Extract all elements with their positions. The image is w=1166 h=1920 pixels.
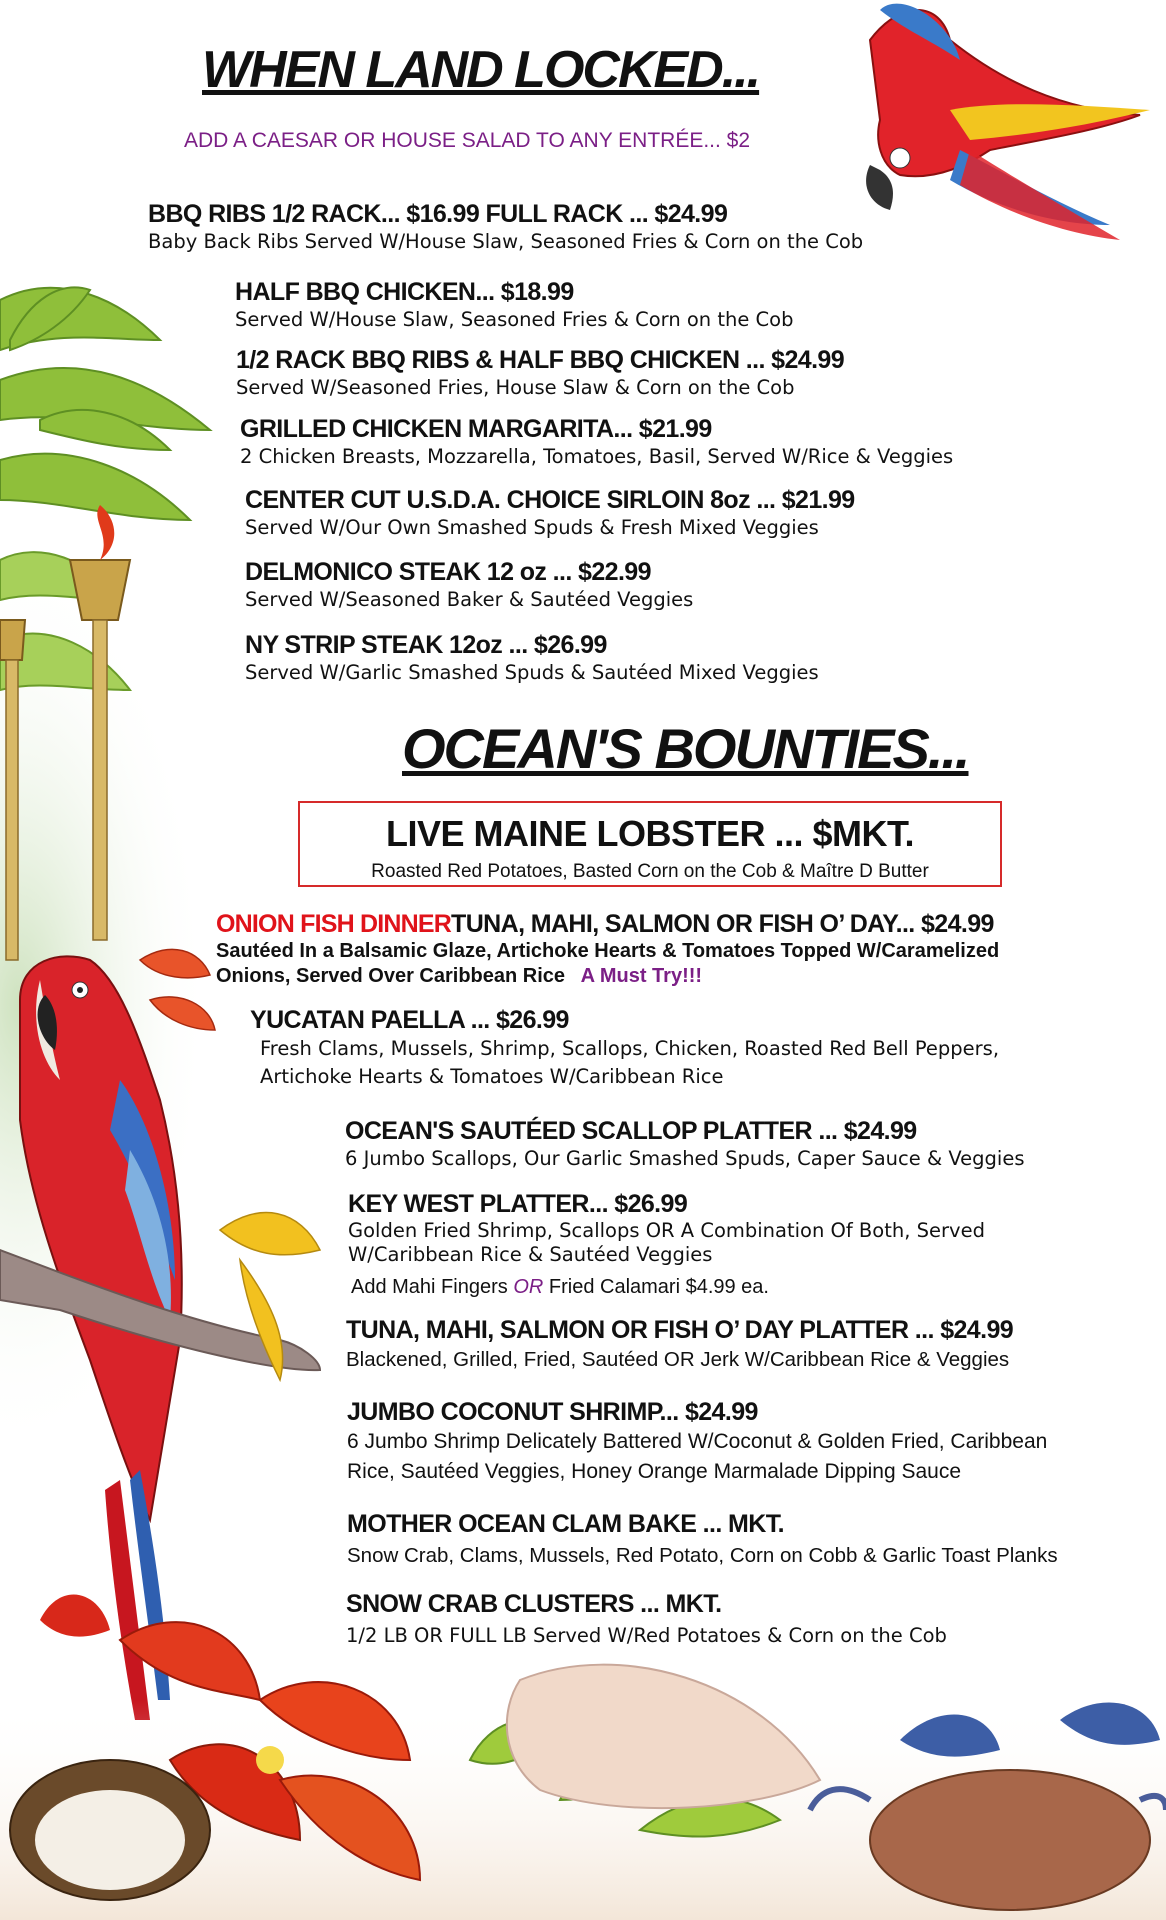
menu-item-yucatan-paella [250, 1006, 999, 1091]
menu-item-sirloin [245, 486, 855, 540]
salad-addon-note: ADD A CAESAR OR HOUSE SALAD TO ANY ENTRÉE... $2 [184, 129, 751, 152]
ocean-section-title: OCEAN'S BOUNTIES... [402, 717, 969, 780]
item-desc: Snow Crab, Clams, Mussels, Red Potato, Corn on Cobb & Garlic Toast Planks [347, 1544, 1058, 1567]
item-desc: Served W/Seasoned Fries, House Slaw & Corn on the Cob [236, 376, 795, 399]
addon-calamari: Fried Calamari $4.99 ea. [548, 1276, 769, 1298]
land-section-title: WHEN LAND LOCKED... [202, 41, 760, 99]
item-desc-line2: Artichoke Hearts & Tomatoes W/Caribbean Rice [260, 1065, 724, 1088]
item-title: HALF BBQ CHICKEN... $18.99 [235, 278, 574, 306]
menu-item-snow-crab [346, 1590, 947, 1648]
item-title: GRILLED CHICKEN MARGARITA... $21.99 [240, 415, 712, 443]
menu-item-scallop-platter [345, 1117, 1025, 1171]
item-title: MOTHER OCEAN CLAM BAKE ... MKT. [347, 1510, 784, 1538]
item-desc: Served W/Seasoned Baker & Sautéed Veggies [245, 588, 694, 611]
palm-leaves-icon [0, 287, 210, 520]
item-desc-line2: Onions, Served Over Caribbean Rice [216, 965, 566, 987]
item-title: DELMONICO STEAK 12 oz ... $22.99 [245, 558, 651, 586]
addon-or: OR [513, 1276, 544, 1298]
menu-item-key-west-platter [348, 1190, 985, 1300]
item-title: TUNA, MAHI, SALMON OR FISH O’ DAY... $24.99 [451, 910, 994, 938]
menu-item-chicken-margarita [240, 415, 953, 469]
menu-item-onion-fish-dinner [216, 910, 999, 989]
item-title: JUMBO COCONUT SHRIMP... $24.99 [347, 1398, 758, 1426]
item-desc: Served W/House Slaw, Seasoned Fries & Corn on the Cob [235, 308, 794, 331]
must-try-badge: A Must Try!!! [580, 965, 703, 987]
item-title: CENTER CUT U.S.D.A. CHOICE SIRLOIN 8oz ... $21.99 [245, 486, 855, 514]
coconut-icon [10, 1760, 210, 1900]
menu-item-ribs-chicken-combo [236, 346, 844, 400]
item-title: SNOW CRAB CLUSTERS ... MKT. [346, 1590, 722, 1618]
item-desc-line2: W/Caribbean Rice & Sautéed Veggies [348, 1243, 713, 1266]
item-desc-line2: Rice, Sautéed Veggies, Honey Orange Marmalade Dipping Sauce [347, 1460, 962, 1483]
item-title: BBQ RIBS 1/2 RACK... $16.99 FULL RACK ... $24.99 [148, 200, 728, 228]
menu-item-bbq-ribs [148, 200, 863, 254]
onion-fish-highlight: ONION FISH DINNER [216, 910, 452, 938]
lobster-title: LIVE MAINE LOBSTER ... $MKT. [385, 813, 915, 854]
item-desc: 1/2 LB OR FULL LB Served W/Red Potatoes & Corn on the Cob [346, 1624, 947, 1647]
item-desc: 6 Jumbo Scallops, Our Garlic Smashed Spuds, Caper Sauce & Veggies [345, 1147, 1025, 1170]
menu-item-fish-platter [346, 1316, 1013, 1372]
item-desc-line1: Fresh Clams, Mussels, Shrimp, Scallops, Chicken, Roasted Red Bell Peppers, [260, 1037, 1000, 1060]
menu-item-half-bbq-chicken [235, 278, 793, 332]
item-desc: Served W/Garlic Smashed Spuds & Sautéed Mixed Veggies [245, 661, 819, 684]
item-desc: Served W/Our Own Smashed Spuds & Fresh Mixed Veggies [245, 516, 819, 539]
item-title: OCEAN'S SAUTÉED SCALLOP PLATTER ... $24.99 [345, 1117, 917, 1145]
item-title: 1/2 RACK BBQ RIBS & HALF BBQ CHICKEN ... $24.99 [236, 346, 845, 374]
item-title: NY STRIP STEAK 12oz ... $26.99 [245, 631, 607, 659]
lobster-feature-box [298, 801, 1002, 887]
item-title: YUCATAN PAELLA ... $26.99 [250, 1006, 569, 1034]
menu-item-coconut-shrimp [347, 1398, 1047, 1487]
menu-item-ny-strip [245, 631, 819, 685]
item-desc: Blackened, Grilled, Fried, Sautéed OR Jerk W/Caribbean Rice & Veggies [346, 1348, 1010, 1371]
item-desc-line1: 6 Jumbo Shrimp Delicately Battered W/Coconut & Golden Fried, Caribbean [347, 1430, 1048, 1453]
lobster-desc: Roasted Red Potatoes, Basted Corn on the Cob & Maître D Butter [371, 861, 929, 882]
menu-item-delmonico [245, 558, 693, 612]
addon-mahi: Add Mahi Fingers [351, 1276, 508, 1298]
shell-icon [507, 1665, 820, 1808]
menu-item-clam-bake [347, 1510, 1058, 1568]
item-desc-line1: Sautéed In a Balsamic Glaze, Artichoke Hearts & Tomatoes Topped W/Caramelized [216, 940, 1000, 962]
flying-macaw-icon [866, 4, 1150, 240]
item-desc-line1: Golden Fried Shrimp, Scallops OR A Combination Of Both, Served [348, 1219, 985, 1242]
item-title: TUNA, MAHI, SALMON OR FISH O’ DAY PLATTER ... $24.99 [346, 1316, 1014, 1344]
item-desc: Baby Back Ribs Served W/House Slaw, Seasoned Fries & Corn on the Cob [148, 230, 864, 253]
item-title: KEY WEST PLATTER... $26.99 [348, 1190, 688, 1218]
item-desc: 2 Chicken Breasts, Mozzarella, Tomatoes, Basil, Served W/Rice & Veggies [240, 445, 954, 468]
